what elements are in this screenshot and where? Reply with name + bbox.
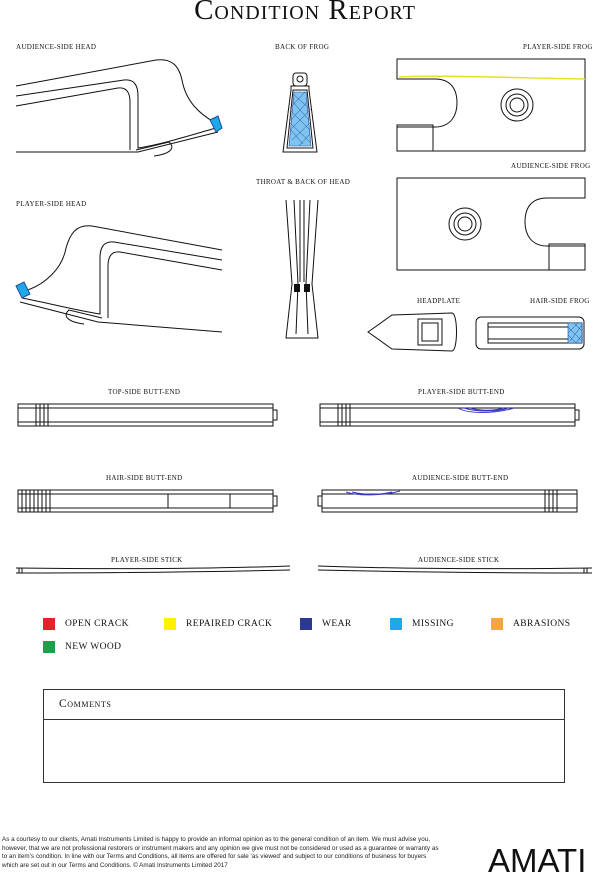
- audience-side-butt-end-diagram: [318, 488, 583, 516]
- page-title: Condition Report: [194, 0, 416, 26]
- legend-label: NEW WOOD: [65, 642, 122, 652]
- repaired-crack-swatch: [164, 618, 176, 630]
- legend-open-crack: [43, 618, 129, 630]
- back-of-frog-diagram: [279, 70, 324, 160]
- disclaimer-text: As a courtesy to our clients, Amati Instruments Limited is happy to provide an informal opinion as to the general condition of an item. We must advise you, however, that we are not professional restorers or instrument makers and any opinion we give must not be considered or used as a guarantee or warranty as to an item’s condition. In line with our Terms and Conditions, all items are offered for sale ‘as viewed’ and subject to our conditions of business for buyers which are set out in our Terms and Conditions. © Amati Instruments Limited 2017: [2, 836, 439, 869]
- label-top-side-butt-end: TOP-SIDE BUTT-END: [108, 388, 181, 396]
- label-player-side-stick: PLAYER-SIDE STICK: [111, 556, 183, 564]
- legend-wear: [300, 618, 352, 630]
- label-audience-side-stick: AUDIENCE-SIDE STICK: [418, 556, 500, 564]
- label-player-side-frog: PLAYER-SIDE FROG: [523, 43, 593, 51]
- legend-label: WEAR: [322, 619, 352, 629]
- player-side-frog-diagram: [395, 57, 590, 154]
- label-player-side-head: PLAYER-SIDE HEAD: [16, 200, 87, 208]
- open-crack-swatch: [43, 618, 55, 630]
- legend-new-wood: [43, 641, 121, 653]
- top-side-butt-end-diagram: [16, 402, 281, 430]
- legend-label: OPEN CRACK: [65, 619, 129, 629]
- label-audience-side-butt-end: AUDIENCE-SIDE BUTT-END: [412, 474, 509, 482]
- audience-side-frog-diagram: [395, 176, 590, 273]
- player-side-butt-end-diagram: [318, 402, 583, 430]
- legend-abrasions: [491, 618, 570, 630]
- label-player-side-butt-end: PLAYER-SIDE BUTT-END: [418, 388, 505, 396]
- label-back-of-frog: BACK OF FROG: [275, 43, 330, 51]
- comments-box[interactable]: [43, 689, 565, 783]
- headplate-diagram: [366, 311, 461, 353]
- legend-repaired-crack: [164, 618, 272, 630]
- legend-label: REPAIRED CRACK: [186, 619, 273, 629]
- legend-label: MISSING: [412, 619, 454, 629]
- label-throat-back-of-head: THROAT & BACK OF HEAD: [256, 178, 351, 186]
- label-hair-side-frog: HAIR-SIDE FROG: [530, 297, 590, 305]
- label-audience-side-head: AUDIENCE-SIDE HEAD: [16, 43, 97, 51]
- hair-side-frog-diagram: [474, 313, 589, 353]
- amati-logo: AMATI: [488, 842, 587, 879]
- player-side-head-diagram: [14, 222, 224, 337]
- legend-label: ABRASIONS: [513, 619, 571, 629]
- throat-back-of-head-diagram: [282, 198, 322, 343]
- label-headplate: HEADPLATE: [417, 297, 461, 305]
- audience-side-head-diagram: [14, 52, 224, 162]
- label-audience-side-frog: AUDIENCE-SIDE FROG: [511, 162, 591, 170]
- audience-side-stick-diagram: [316, 563, 596, 577]
- missing-swatch: [390, 618, 402, 630]
- label-hair-side-butt-end: HAIR-SIDE BUTT-END: [106, 474, 183, 482]
- comments-heading: Comments: [44, 690, 564, 720]
- abrasions-swatch: [491, 618, 503, 630]
- wear-swatch: [300, 618, 312, 630]
- new-wood-swatch: [43, 641, 55, 653]
- hair-side-butt-end-diagram: [16, 488, 281, 516]
- legend-missing: [390, 618, 454, 630]
- player-side-stick-diagram: [14, 563, 294, 577]
